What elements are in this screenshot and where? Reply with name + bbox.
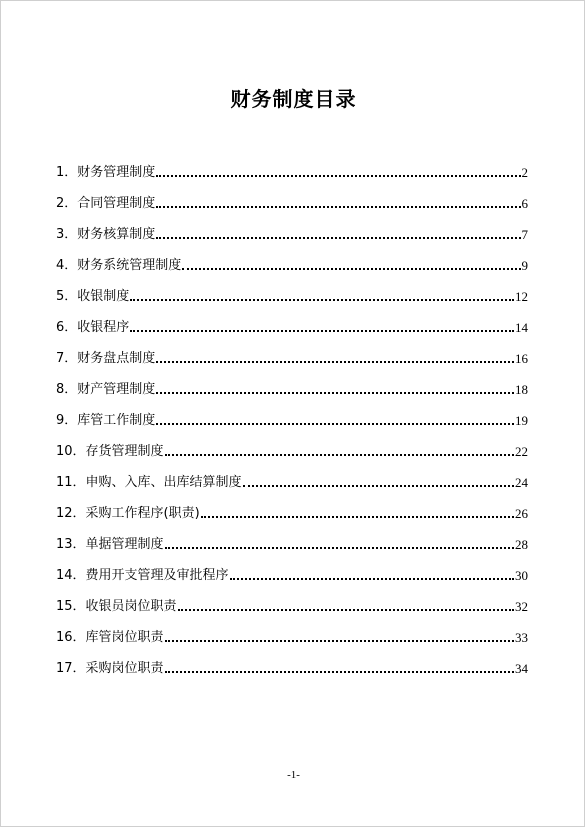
toc-entry[interactable] <box>56 430 528 461</box>
toc-entry[interactable] <box>56 492 528 523</box>
toc-entry-page: 28 <box>515 537 528 552</box>
toc-entry-number: 4． <box>56 258 78 273</box>
toc-entry-number: 9． <box>56 413 78 428</box>
toc-entry-label: 财务管理制度 <box>77 165 156 180</box>
toc-entry[interactable] <box>56 461 528 492</box>
dot-leader <box>230 567 514 585</box>
toc-entry-page: 9 <box>521 258 528 273</box>
dot-leader <box>156 226 520 244</box>
dot-leader <box>165 629 514 647</box>
page-number-footer: -1- <box>287 769 300 781</box>
toc-entry[interactable] <box>56 182 528 213</box>
toc-entry-label: 采购工作程序(职责) <box>85 506 200 521</box>
toc-entry-number: 13． <box>56 537 86 552</box>
toc-entry-label: 申购、入库、出库结算制度 <box>85 475 242 490</box>
toc-entry-page: 6 <box>521 196 528 211</box>
dot-leader <box>165 443 514 461</box>
dot-leader <box>156 381 514 399</box>
toc-entry[interactable] <box>56 275 528 306</box>
toc-entry[interactable] <box>56 616 528 647</box>
toc-entry-number: 3． <box>56 227 78 242</box>
toc-entry-page: 24 <box>515 475 528 490</box>
toc-entry[interactable] <box>56 554 528 585</box>
toc-entry-number: 1． <box>56 165 78 180</box>
toc-entry-number: 16． <box>56 630 86 645</box>
dot-leader <box>130 288 514 306</box>
toc-entry[interactable] <box>56 244 528 275</box>
toc-entry[interactable] <box>56 337 528 368</box>
toc-entry-page: 2 <box>521 165 528 180</box>
toc-entry[interactable] <box>56 585 528 616</box>
toc-entry-page: 26 <box>515 506 528 521</box>
toc-entry[interactable] <box>56 368 528 399</box>
toc-entry-label: 库管岗位职责 <box>85 630 164 645</box>
toc-entry[interactable] <box>56 523 528 554</box>
toc-entry-label: 财务系统管理制度 <box>77 258 182 273</box>
toc-entry-number: 6． <box>56 320 78 335</box>
toc-entry-label: 财产管理制度 <box>77 382 156 397</box>
toc-entry-number: 17． <box>56 661 86 676</box>
toc-entry-page: 16 <box>515 351 528 366</box>
toc-entry-page: 14 <box>515 320 528 335</box>
toc-entry-label: 收银制度 <box>77 289 130 304</box>
toc-entry-label: 财务盘点制度 <box>77 351 156 366</box>
toc-entry-label: 单据管理制度 <box>85 537 164 552</box>
dot-leader <box>165 536 514 554</box>
dot-leader <box>201 505 514 523</box>
toc-entry[interactable] <box>56 151 528 182</box>
table-of-contents <box>56 151 528 678</box>
document-title: 财务制度目录 <box>230 87 357 111</box>
toc-entry-page: 18 <box>515 382 528 397</box>
toc-entry-page: 12 <box>515 289 528 304</box>
dot-leader <box>156 412 514 430</box>
toc-entry[interactable] <box>56 306 528 337</box>
toc-entry-label: 收银程序 <box>77 320 130 335</box>
toc-entry-number: 14． <box>56 568 86 583</box>
dot-leader <box>243 474 514 492</box>
toc-entry-page: 22 <box>515 444 528 459</box>
toc-entry-page: 7 <box>521 227 528 242</box>
toc-entry-number: 15． <box>56 599 86 614</box>
toc-entry[interactable] <box>56 647 528 678</box>
dot-leader <box>130 319 514 337</box>
toc-entry-page: 33 <box>515 630 528 645</box>
toc-entry-number: 2． <box>56 196 78 211</box>
dot-leader <box>156 350 514 368</box>
toc-entry-number: 5． <box>56 289 78 304</box>
toc-entry-label: 收银员岗位职责 <box>85 599 177 614</box>
toc-entry[interactable] <box>56 399 528 430</box>
dot-leader <box>156 164 520 182</box>
toc-entry-page: 32 <box>515 599 528 614</box>
toc-entry[interactable] <box>56 213 528 244</box>
dot-leader <box>178 598 514 616</box>
toc-entry-page: 34 <box>515 661 528 676</box>
toc-entry-label: 费用开支管理及审批程序 <box>85 568 229 583</box>
toc-entry-label: 库管工作制度 <box>77 413 156 428</box>
dot-leader <box>182 257 520 275</box>
toc-entry-label: 财务核算制度 <box>77 227 156 242</box>
toc-entry-page: 30 <box>515 568 528 583</box>
toc-entry-number: 10． <box>56 444 86 459</box>
dot-leader <box>156 195 520 213</box>
toc-entry-label: 合同管理制度 <box>77 196 156 211</box>
dot-leader <box>165 660 514 678</box>
toc-entry-label: 存货管理制度 <box>85 444 164 459</box>
toc-entry-number: 12． <box>56 506 86 521</box>
toc-entry-number: 7． <box>56 351 78 366</box>
toc-entry-number: 8． <box>56 382 78 397</box>
toc-entry-number: 11． <box>56 475 86 490</box>
toc-entry-label: 采购岗位职责 <box>85 661 164 676</box>
toc-entry-page: 19 <box>515 413 528 428</box>
